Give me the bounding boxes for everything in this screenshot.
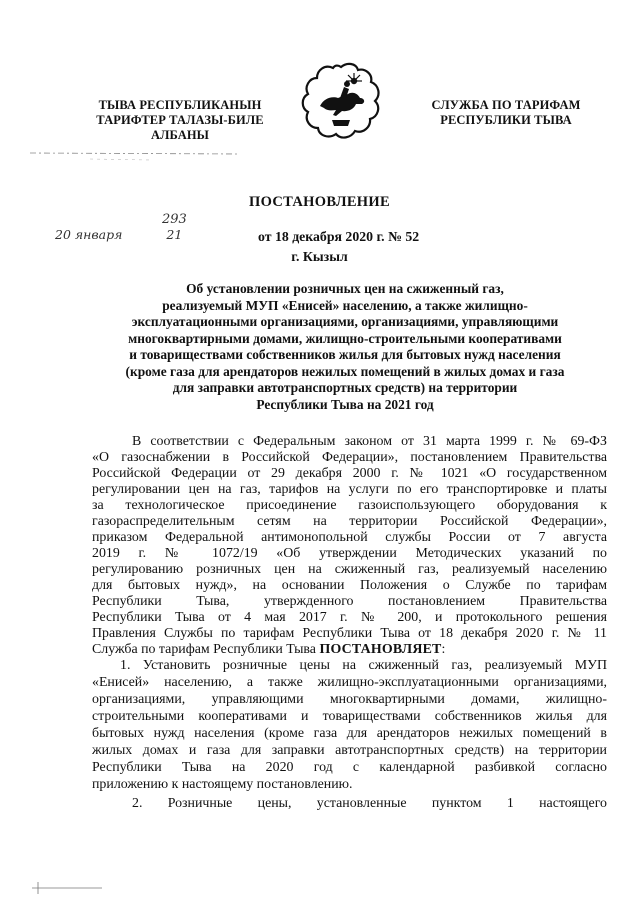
- item-1-line: «Енисей» населению, а также жилищно-эксплуатационными организациями,: [92, 675, 607, 690]
- preamble-line: «О газоснабжении в Российской Федерации», постановлением Правительства: [92, 450, 607, 465]
- handwritten-year: 21: [166, 227, 183, 242]
- decree-colon: :: [441, 642, 446, 657]
- subject-line: многоквартирными домами, жилищно-строительными кооперативами: [128, 330, 562, 346]
- item-2-line: 2. Розничные цены, установленные пунктом 1 настоящего: [132, 796, 607, 811]
- preamble-line: за технологическое присоединение газоиспользующего оборудования к: [92, 498, 607, 513]
- preamble-line: Республики Тыва, утвержденного постановлением Правительства: [92, 594, 607, 609]
- document-city: г. Кызыл: [291, 249, 348, 264]
- subject-line: (кроме газа для арендаторов нежилых помещений в жилых домах и газа: [125, 363, 565, 379]
- document-date-number: от 18 декабря 2020 г. № 52: [258, 229, 420, 244]
- handwritten-number: 293: [162, 212, 187, 227]
- preamble-line: Правления Службы по тарифам Республики Тыва от 18 декабря 2020 г. № 11: [92, 626, 607, 641]
- header-right-line: РЕСПУБЛИКИ ТЫВА: [440, 113, 572, 127]
- item-1-line: бытовых нужд населения (кроме газа для арендаторов нежилых помещений в: [92, 726, 607, 741]
- header-left-block: [84, 98, 276, 143]
- preamble-line: 2019 г. № 1072/19 «Об утверждении Методических указаний по: [92, 546, 607, 561]
- subject-line: для заправки автотранспортных средств) на территории: [172, 380, 518, 395]
- decree-word: ПОСТАНОВЛЯЕТ: [319, 642, 442, 657]
- document-type-title: ПОСТАНОВЛЕНИЕ: [249, 194, 390, 210]
- document-subject: [80, 281, 610, 413]
- header-left-line: ТЫВА РЕСПУБЛИКАНЫН: [98, 98, 262, 112]
- preamble-line: регулировании цен на газ, тарифов на услуги по его транспортировке и платы: [92, 482, 607, 497]
- handwritten-month: января: [74, 227, 123, 242]
- item-1-line: организациями, управляющими многоквартирными домами, жилищно-: [92, 692, 607, 707]
- item-1-line: приложению к настоящему постановлению.: [92, 777, 353, 792]
- item-1-line: жилых домах и газа для заправки автотранспортных средств) на территории: [92, 743, 607, 758]
- preamble-line: приказом Федеральной антимонопольной службы России от 7 августа: [92, 530, 607, 545]
- header-right-block: [420, 98, 592, 128]
- preamble-line: регулированию розничных цен на сжиженный газ, реализуемый населению: [92, 562, 607, 577]
- handwritten-day: 20: [55, 227, 71, 242]
- preamble-line: газораспределительным сетям на территории Российской Федерации»,: [92, 514, 607, 529]
- preamble-final-text: Служба по тарифам Республики Тыва: [92, 642, 320, 657]
- preamble-line: для бытовых нужд», на основании Положения о Службе по тарифам: [92, 578, 607, 593]
- header-left-line: ТАРИФТЕР ТАЛАЗЫ-БИЛЕ: [96, 113, 264, 127]
- scan-artifact-mark: [32, 882, 102, 894]
- item-1-line: Республики Тыва на 2020 год с календарной разбивкой согласно: [92, 760, 607, 775]
- subject-line: Республики Тыва на 2021 год: [256, 396, 434, 412]
- emblem-icon: [300, 60, 382, 142]
- subject-line: и товариществами собственников жилья для бытовых нужд населения: [129, 347, 561, 362]
- subject-line: реализуемый МУП «Енисей» населению, а также жилищно-: [162, 297, 528, 313]
- scan-artifact-line: [30, 150, 240, 164]
- preamble-line: Республики Тыва от 4 мая 2017 г. № 200, и протокольного решения: [92, 610, 607, 625]
- subject-line: эксплуатационными организациями, организациями, управляющими: [131, 314, 559, 329]
- preamble-line: В соответствии с Федеральным законом от 31 марта 1999 г. № 69-ФЗ: [132, 434, 607, 449]
- header-right-line: СЛУЖБА ПО ТАРИФАМ: [431, 98, 581, 112]
- preamble-final-line: [92, 642, 607, 658]
- subject-line: Об установлении розничных цен на сжиженный газ,: [186, 281, 504, 296]
- preamble-line: Российской Федерации от 29 декабря 2000 г. № 1021 «О государственном: [92, 466, 607, 481]
- item-1-line: строительными кооперативами и товариществами собственников жилья для: [92, 709, 607, 724]
- handwritten-date: [55, 227, 182, 242]
- header-left-line: АЛБАНЫ: [150, 128, 210, 142]
- item-1-line: 1. Установить розничные цены на сжиженный газ, реализуемый МУП: [120, 658, 607, 673]
